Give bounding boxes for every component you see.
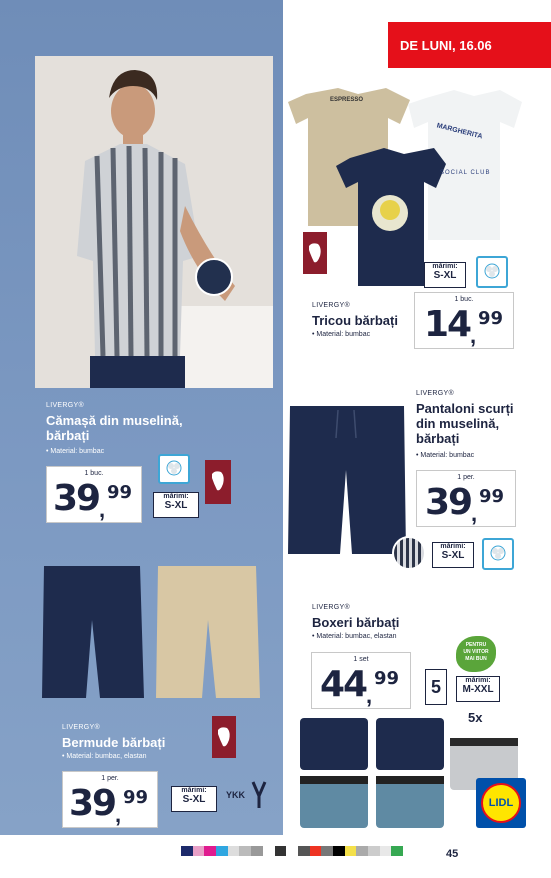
shirt-title-line1: Cămașă din muselină, [46,413,183,428]
bermuda-africa-logo-icon [212,716,236,758]
shirt-model-photo [35,56,273,388]
lidl-logo-text: LIDL [488,797,514,809]
shorts-size-box [432,542,474,568]
bermuda-price-unit: 1 per. [101,775,119,782]
boxers-price-comma: , [366,683,373,708]
shirt-sizes: S-XL [164,500,188,511]
shorts-price-box [416,470,516,527]
shirt-price-box [46,466,142,523]
tshirt-print-margherita: MARGHERITA [435,122,484,141]
tshirt-title: Tricou bărbați [312,313,398,328]
tshirt-brand: LIVERGY® [312,302,350,309]
zipper-icon [250,780,268,815]
boxers-quantity-label: 5x [468,710,483,725]
shirt-price-decimals: 99 [107,482,133,503]
pack-count-box [425,669,447,705]
ykk-zipper-logo [226,790,245,800]
bermuda-price-comma: , [115,802,122,827]
shorts-sizes-label: mărimi: [440,543,466,550]
boxers-price-decimals: 99 [374,668,400,689]
tshirt-material: • Material: bumbac [312,331,371,338]
badge-line2: UN VIITOR [463,649,489,655]
shorts-price-decimals: 99 [479,486,505,507]
boxers-material: • Material: bumbac, elastan [312,633,397,640]
boxers-sizes: M-XXL [462,684,494,695]
bermuda-material: • Material: bumbac, elastan [62,753,147,760]
badge-line3: MAI BUN [465,656,487,662]
footer-strip [0,835,551,878]
bermuda-title: Bermude bărbați [62,735,166,750]
shirt-brand: LIVERGY® [46,402,84,409]
bermuda-price-integer: 39 [69,783,116,824]
tshirt-print-espresso: ESPRESSO [330,97,364,103]
color-registration-bar [181,846,403,856]
shorts-price-integer: 39 [425,482,472,523]
tshirt-cotton-cert-icon [476,256,508,288]
tshirt-price-unit: 1 buc. [454,296,474,303]
tshirt-size-box [424,262,466,288]
shorts-title-line1: Pantaloni scurți [416,401,514,416]
tshirt-price-box [414,292,514,349]
shorts-sizes: S-XL [441,550,465,561]
bermuda-size-box [171,786,217,812]
shorts-title-line3: bărbați [416,431,460,446]
bermuda-sizes: S-XL [182,794,206,805]
sustainability-badge [456,636,496,672]
offer-date-banner [388,22,551,68]
pack-count: 5 [430,677,441,697]
tshirt-price-comma: , [470,323,477,348]
page-number: 45 [446,848,459,860]
shorts-price-unit: 1 per. [457,474,475,481]
ykk-text: YKK [226,790,246,800]
bermuda-brand: LIVERGY® [62,724,100,731]
shirt-price-unit: 1 buc. [84,470,104,477]
badge-line1: PENTRU [465,642,487,648]
tshirt-price-integer: 14 [424,304,471,345]
shorts-price-comma: , [471,501,478,526]
bermuda-price-decimals: 99 [123,787,149,808]
lidl-logo [476,778,526,828]
boxers-brand: LIVERGY® [312,604,350,611]
cotton-africa-logo-icon [205,460,231,504]
boxers-sizes-label: mărimi: [465,677,491,684]
offer-date-label: DE LUNI, 16.06 [400,37,492,53]
shorts-material: • Material: bumbac [416,452,475,459]
bermuda-sizes-label: mărimi: [181,787,207,794]
tshirt-print-social-club: SOCIAL CLUB [440,170,491,176]
shirt-title-line2: bărbați [46,428,90,443]
shirt-sizes-label: mărimi: [163,493,189,500]
bermuda-photo [40,560,262,702]
shirt-size-box [153,492,199,518]
fabric-swatch-dark [195,258,233,296]
tshirt-africa-logo-icon [303,232,327,274]
boxers-price-box [311,652,411,709]
muslin-shorts-photo [288,404,406,560]
tshirt-sizes: S-XL [433,270,457,281]
boxers-title: Boxeri bărbați [312,615,400,630]
boxers-price-unit: 1 set [353,656,369,663]
cotton-cert-icon [158,454,190,484]
shirt-price-integer: 39 [53,478,100,519]
boxers-size-box [456,676,500,702]
lidl-logo-circle [481,783,521,823]
shirt-price-comma: , [99,497,106,522]
shorts-cotton-cert-icon [482,538,514,570]
shorts-brand: LIVERGY® [416,390,454,397]
boxers-price-integer: 44 [320,664,367,705]
shirt-material: • Material: bumbac [46,448,105,455]
tshirt-price-decimals: 99 [478,308,504,329]
shorts-title-line2: din muselină, [416,416,500,431]
bermuda-price-box [62,771,158,828]
tshirt-sizes-label: mărimi: [432,263,458,270]
stripe-fabric-swatch [392,536,426,570]
